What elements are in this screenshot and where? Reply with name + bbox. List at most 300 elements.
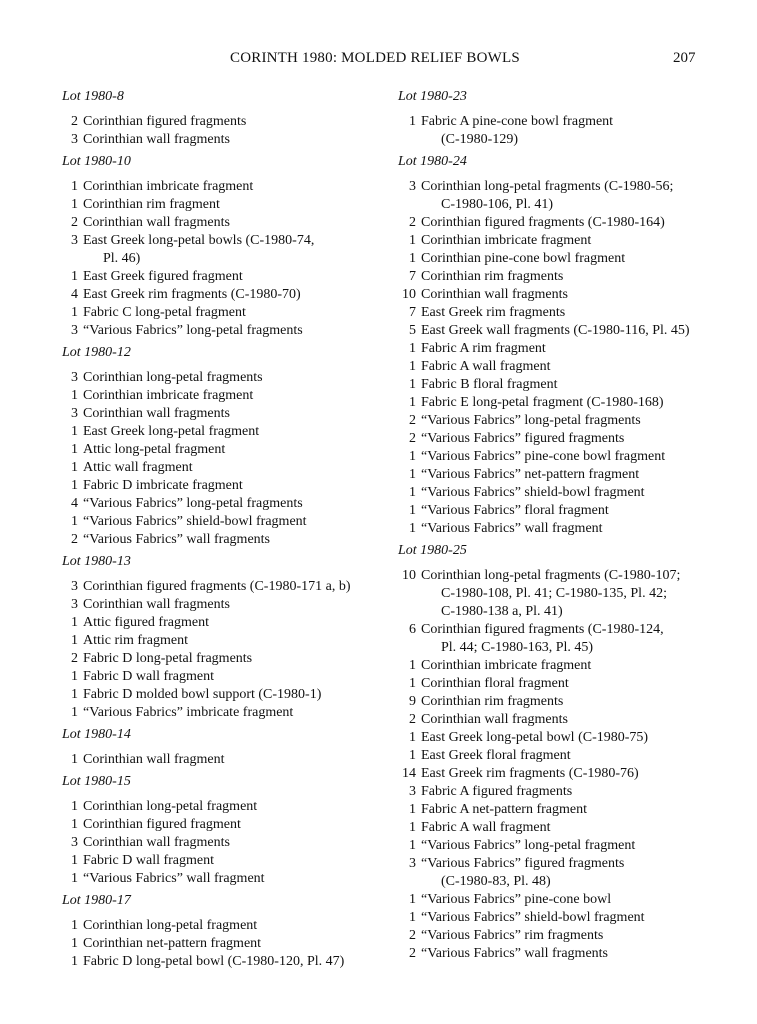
entry-description	[421, 502, 718, 520]
entry-line: “Various Fabrics” wall fragment	[83, 871, 265, 886]
entry-quantity: 3	[71, 835, 78, 850]
lot-entry	[398, 657, 718, 675]
lot-entry	[62, 668, 392, 686]
entry-quantity: 1	[71, 460, 78, 475]
entry-line: “Various Fabrics” floral fragment	[421, 503, 609, 518]
entry-line: Fabric A pine-cone bowl fragment	[421, 114, 614, 129]
entry-line: “Various Fabrics” rim fragments	[421, 928, 604, 943]
lot-section	[62, 892, 392, 971]
lot-heading: Lot 1980-12	[62, 345, 131, 360]
lot-entry	[398, 945, 718, 963]
entry-line: Corinthian figured fragments (C-1980-164)	[421, 215, 665, 230]
entry-continuation-line: C-1980-106, Pl. 41)	[441, 197, 553, 212]
entry-description	[83, 131, 392, 149]
entry-description	[83, 704, 392, 722]
entry-line: Fabric C long-petal fragment	[83, 305, 246, 320]
entry-description	[421, 675, 718, 693]
entry-description	[421, 520, 718, 538]
entry-description	[421, 657, 718, 675]
entry-line: Fabric D wall fragment	[83, 853, 215, 868]
entry-quantity: 5	[409, 323, 416, 338]
entry-line: “Various Fabrics” long-petal fragments	[83, 323, 303, 338]
lot-entry	[398, 891, 718, 909]
lot-entry	[398, 448, 718, 466]
entry-line: Fabric A wall fragment	[421, 359, 551, 374]
lot-entry	[398, 412, 718, 430]
entry-description	[421, 286, 718, 304]
lot-entry	[62, 369, 392, 387]
lot-entry	[398, 484, 718, 502]
entry-quantity: 1	[409, 377, 416, 392]
entry-description	[83, 870, 392, 888]
entry-description	[421, 855, 718, 891]
entry-quantity: 1	[71, 424, 78, 439]
entry-description	[421, 747, 718, 765]
entry-line: Corinthian rim fragments	[421, 269, 564, 284]
lot-entry	[398, 250, 718, 268]
entry-quantity: 2	[71, 215, 78, 230]
entry-quantity: 10	[402, 287, 416, 302]
entry-description	[83, 596, 392, 614]
entry-description	[83, 686, 392, 704]
entry-description	[83, 852, 392, 870]
entry-quantity: 10	[402, 568, 416, 583]
entry-description	[421, 909, 718, 927]
lot-entry	[62, 387, 392, 405]
lot-entry	[62, 178, 392, 196]
entry-line: Corinthian figured fragments (C-1980-124,	[421, 622, 664, 637]
entry-line: East Greek figured fragment	[83, 269, 243, 284]
entry-line: Corinthian imbricate fragment	[83, 179, 254, 194]
entry-line: Attic long-petal fragment	[83, 442, 226, 457]
entry-description	[83, 834, 392, 852]
lot-entry	[62, 834, 392, 852]
entry-description	[421, 448, 718, 466]
lot-entry	[398, 855, 718, 891]
entry-quantity: 1	[71, 799, 78, 814]
entry-line: Attic wall fragment	[83, 460, 193, 475]
entry-quantity: 3	[409, 179, 416, 194]
lot-entry	[398, 430, 718, 448]
entry-description	[421, 358, 718, 376]
entry-line: Attic rim fragment	[83, 633, 188, 648]
entry-continuation-line: C-1980-108, Pl. 41; C-1980-135, Pl. 42;	[441, 586, 667, 601]
lot-entry	[398, 358, 718, 376]
entry-quantity: 1	[409, 114, 416, 129]
lot-entry	[62, 113, 392, 131]
lot-section	[398, 153, 718, 538]
entry-line: Corinthian imbricate fragment	[421, 233, 592, 248]
entry-line: Fabric D wall fragment	[83, 669, 215, 684]
entry-description	[421, 250, 718, 268]
entry-description	[421, 621, 718, 657]
lot-heading: Lot 1980-24	[398, 154, 467, 169]
entry-quantity: 1	[409, 838, 416, 853]
lot-entry	[398, 520, 718, 538]
entry-line: Corinthian wall fragments	[83, 835, 230, 850]
lot-entry	[398, 268, 718, 286]
lot-entry	[398, 502, 718, 520]
entry-description	[83, 441, 392, 459]
entry-quantity: 6	[409, 622, 416, 637]
lot-entry	[62, 798, 392, 816]
lot-entry	[62, 441, 392, 459]
lot-entry	[398, 927, 718, 945]
lot-entry	[62, 852, 392, 870]
lot-entry	[62, 513, 392, 531]
lot-entry	[62, 953, 392, 971]
entry-continuation-line: C-1980-138 a, Pl. 41)	[441, 604, 563, 619]
lot-entry	[398, 567, 718, 621]
lot-section	[62, 344, 392, 549]
entry-quantity: 2	[409, 413, 416, 428]
entry-line: “Various Fabrics” long-petal fragment	[421, 838, 636, 853]
page-number: 207	[673, 50, 696, 66]
lot-entry	[62, 286, 392, 304]
lot-entry	[398, 376, 718, 394]
lot-entry	[62, 632, 392, 650]
entry-description	[421, 927, 718, 945]
entry-line: Corinthian wall fragment	[83, 752, 225, 767]
entry-line: East Greek floral fragment	[421, 748, 571, 763]
entry-description	[83, 196, 392, 214]
lot-entry	[62, 459, 392, 477]
lot-entry	[398, 747, 718, 765]
entry-continuation-line: (C-1980-83, Pl. 48)	[441, 874, 551, 889]
entry-quantity: 1	[409, 341, 416, 356]
entry-description	[421, 891, 718, 909]
lot-section	[62, 153, 392, 340]
entry-quantity: 1	[71, 752, 78, 767]
entry-line: Corinthian wall fragments	[83, 406, 230, 421]
lot-heading: Lot 1980-15	[62, 774, 131, 789]
entry-line: Corinthian pine-cone bowl fragment	[421, 251, 626, 266]
entry-line: “Various Fabrics” net-pattern fragment	[421, 467, 640, 482]
lot-entry	[398, 693, 718, 711]
lot-entry	[398, 621, 718, 657]
lot-entry	[62, 614, 392, 632]
entry-quantity: 1	[409, 658, 416, 673]
entry-description	[83, 322, 392, 340]
entry-description	[83, 935, 392, 953]
entry-description	[421, 466, 718, 484]
lot-entry	[62, 214, 392, 232]
entry-quantity: 1	[71, 936, 78, 951]
lot-entry	[398, 394, 718, 412]
entry-description	[83, 268, 392, 286]
lot-entry	[62, 870, 392, 888]
entry-line: Corinthian floral fragment	[421, 676, 569, 691]
entry-quantity: 3	[71, 370, 78, 385]
entry-quantity: 2	[409, 928, 416, 943]
lot-entry	[398, 711, 718, 729]
lot-heading: Lot 1980-25	[398, 543, 467, 558]
entry-line: “Various Fabrics” wall fragments	[421, 946, 608, 961]
entry-line: Corinthian long-petal fragments	[83, 370, 263, 385]
lot-heading: Lot 1980-23	[398, 89, 467, 104]
entry-quantity: 1	[71, 478, 78, 493]
entry-quantity: 1	[409, 521, 416, 536]
lot-entry	[398, 837, 718, 855]
entry-quantity: 2	[409, 712, 416, 727]
entry-continuation-line: Pl. 44; C-1980-163, Pl. 45)	[441, 640, 594, 655]
entry-quantity: 1	[409, 251, 416, 266]
lot-entry	[62, 232, 392, 268]
entry-line: Fabric A rim fragment	[421, 341, 546, 356]
entry-description	[83, 917, 392, 935]
entry-quantity: 9	[409, 694, 416, 709]
lot-heading: Lot 1980-10	[62, 154, 131, 169]
entry-description	[83, 798, 392, 816]
lot-heading: Lot 1980-8	[62, 89, 124, 104]
entry-line: Fabric A wall fragment	[421, 820, 551, 835]
entry-line: Fabric A figured fragments	[421, 784, 573, 799]
entry-description	[83, 751, 392, 769]
entry-description	[421, 178, 718, 214]
entry-quantity: 1	[409, 467, 416, 482]
entry-continuation-line: (C-1980-129)	[441, 132, 518, 147]
lot-entry	[398, 819, 718, 837]
entry-description	[421, 945, 718, 963]
entry-description	[83, 578, 392, 596]
entry-quantity: 1	[409, 892, 416, 907]
lot-heading: Lot 1980-17	[62, 893, 131, 908]
entry-description	[421, 304, 718, 322]
entry-line: “Various Fabrics” long-petal fragments	[83, 496, 303, 511]
entry-description	[421, 484, 718, 502]
entry-line: Fabric B floral fragment	[421, 377, 558, 392]
lot-entry	[398, 801, 718, 819]
entry-description	[83, 668, 392, 686]
lot-entry	[398, 675, 718, 693]
entry-description	[83, 113, 392, 131]
entry-line: Fabric A net-pattern fragment	[421, 802, 587, 817]
entry-line: East Greek rim fragments (C-1980-70)	[83, 287, 301, 302]
entry-line: “Various Fabrics” shield-bowl fragment	[421, 485, 645, 500]
entry-quantity: 3	[71, 233, 78, 248]
entry-description	[421, 711, 718, 729]
entry-line: Corinthian wall fragments	[421, 712, 568, 727]
lot-entry	[398, 304, 718, 322]
entry-line: Corinthian wall fragments	[421, 287, 568, 302]
entry-quantity: 1	[71, 853, 78, 868]
entry-quantity: 1	[409, 820, 416, 835]
entry-description	[421, 819, 718, 837]
lot-section	[62, 553, 392, 722]
lot-entry	[62, 935, 392, 953]
lot-entry	[62, 704, 392, 722]
entry-line: “Various Fabrics” wall fragment	[421, 521, 603, 536]
lot-section	[398, 542, 718, 963]
lot-entry	[398, 340, 718, 358]
entry-line: East Greek long-petal fragment	[83, 424, 260, 439]
lot-entry	[398, 322, 718, 340]
lot-entry	[398, 286, 718, 304]
entry-quantity: 1	[409, 802, 416, 817]
lot-entry	[62, 268, 392, 286]
entry-line: Fabric D imbricate fragment	[83, 478, 243, 493]
entry-line: Corinthian long-petal fragment	[83, 799, 258, 814]
lot-entry	[398, 214, 718, 232]
entry-quantity: 1	[409, 748, 416, 763]
entry-description	[83, 632, 392, 650]
entry-continuation-line: Pl. 46)	[103, 251, 141, 266]
lot-heading: Lot 1980-13	[62, 554, 131, 569]
entry-line: “Various Fabrics” shield-bowl fragment	[421, 910, 645, 925]
entry-quantity: 7	[409, 305, 416, 320]
entry-description	[421, 837, 718, 855]
entry-line: Corinthian imbricate fragment	[83, 388, 254, 403]
entry-description	[421, 113, 718, 149]
entry-description	[421, 376, 718, 394]
entry-description	[421, 430, 718, 448]
entry-quantity: 1	[71, 615, 78, 630]
entry-quantity: 3	[71, 323, 78, 338]
entry-quantity: 7	[409, 269, 416, 284]
entry-quantity: 1	[71, 442, 78, 457]
entry-description	[83, 387, 392, 405]
lot-entry	[398, 783, 718, 801]
entry-quantity: 2	[71, 114, 78, 129]
entry-quantity: 1	[71, 871, 78, 886]
entry-quantity: 2	[71, 651, 78, 666]
entry-line: Corinthian figured fragments	[83, 114, 247, 129]
entry-description	[83, 178, 392, 196]
entry-quantity: 2	[409, 431, 416, 446]
lot-entry	[62, 131, 392, 149]
entry-description	[421, 765, 718, 783]
entry-description	[421, 412, 718, 430]
entry-quantity: 1	[71, 918, 78, 933]
entry-quantity: 2	[409, 215, 416, 230]
entry-description	[83, 513, 392, 531]
entry-description	[83, 423, 392, 441]
lot-section	[62, 88, 392, 149]
lot-entry	[62, 405, 392, 423]
entry-quantity: 3	[409, 856, 416, 871]
entry-line: East Greek rim fragments (C-1980-76)	[421, 766, 639, 781]
entry-line: Corinthian rim fragments	[421, 694, 564, 709]
running-head: CORINTH 1980: MOLDED RELIEF BOWLS	[230, 50, 520, 66]
entry-quantity: 1	[409, 449, 416, 464]
entry-quantity: 4	[71, 496, 78, 511]
lot-entry	[398, 765, 718, 783]
lot-entry	[398, 729, 718, 747]
lot-entry	[62, 477, 392, 495]
lot-entry	[62, 304, 392, 322]
entry-description	[83, 232, 392, 268]
entry-description	[83, 816, 392, 834]
entry-quantity: 3	[71, 579, 78, 594]
lot-entry	[398, 232, 718, 250]
entry-line: East Greek wall fragments (C-1980-116, Pl. 45)	[421, 323, 690, 338]
entry-line: Corinthian figured fragment	[83, 817, 241, 832]
entry-description	[421, 214, 718, 232]
lot-entry	[398, 178, 718, 214]
entry-line: Fabric D long-petal fragments	[83, 651, 253, 666]
entry-quantity: 1	[71, 817, 78, 832]
entry-quantity: 1	[409, 676, 416, 691]
entry-quantity: 2	[71, 532, 78, 547]
entry-description	[421, 729, 718, 747]
entry-quantity: 1	[71, 179, 78, 194]
lot-entry	[398, 909, 718, 927]
lot-entry	[62, 322, 392, 340]
entry-quantity: 1	[71, 705, 78, 720]
lot-entry	[62, 196, 392, 214]
entry-line: East Greek long-petal bowl (C-1980-75)	[421, 730, 649, 745]
entry-quantity: 1	[409, 485, 416, 500]
entry-description	[421, 801, 718, 819]
lot-section	[62, 773, 392, 888]
entry-description	[83, 286, 392, 304]
entry-quantity: 1	[409, 730, 416, 745]
entry-line: “Various Fabrics” imbricate fragment	[83, 705, 294, 720]
entry-quantity: 1	[71, 669, 78, 684]
lot-entry	[398, 466, 718, 484]
entry-quantity: 1	[409, 233, 416, 248]
entry-quantity: 14	[402, 766, 416, 781]
entry-line: Corinthian figured fragments (C-1980-171 a, b)	[83, 579, 351, 594]
entry-line: East Greek long-petal bowls (C-1980-74,	[83, 233, 315, 248]
entry-quantity: 1	[71, 388, 78, 403]
entry-line: “Various Fabrics” figured fragments	[421, 431, 625, 446]
entry-line: Corinthian net-pattern fragment	[83, 936, 262, 951]
entry-quantity: 3	[71, 406, 78, 421]
entry-description	[421, 268, 718, 286]
entry-description	[83, 531, 392, 549]
entry-description	[83, 953, 392, 971]
entry-quantity: 4	[71, 287, 78, 302]
entry-description	[421, 394, 718, 412]
lot-entry	[62, 816, 392, 834]
entry-description	[83, 304, 392, 322]
entry-quantity: 1	[71, 954, 78, 969]
entry-quantity: 1	[409, 910, 416, 925]
entry-line: Corinthian long-petal fragments (C-1980-56;	[421, 179, 674, 194]
entry-quantity: 3	[71, 132, 78, 147]
entry-line: Corinthian long-petal fragments (C-1980-107;	[421, 568, 681, 583]
entry-quantity: 1	[71, 514, 78, 529]
lot-section	[62, 726, 392, 769]
entry-description	[421, 567, 718, 621]
lot-entry	[62, 917, 392, 935]
entry-description	[421, 232, 718, 250]
entry-line: Fabric D long-petal bowl (C-1980-120, Pl. 47)	[83, 954, 345, 969]
entry-quantity: 1	[71, 633, 78, 648]
entry-quantity: 3	[409, 784, 416, 799]
entry-description	[421, 693, 718, 711]
lot-entry	[62, 650, 392, 668]
lot-entry	[62, 751, 392, 769]
left-column	[62, 88, 392, 975]
entry-description	[83, 405, 392, 423]
entry-description	[421, 340, 718, 358]
entry-quantity: 2	[409, 946, 416, 961]
lot-entry	[398, 113, 718, 149]
lot-entry	[62, 578, 392, 596]
lot-entry	[62, 686, 392, 704]
entry-description	[83, 459, 392, 477]
entry-line: East Greek rim fragments	[421, 305, 566, 320]
lot-entry	[62, 596, 392, 614]
entry-quantity: 1	[409, 503, 416, 518]
entry-line: Attic figured fragment	[83, 615, 209, 630]
entry-line: “Various Fabrics” long-petal fragments	[421, 413, 641, 428]
entry-line: “Various Fabrics” pine-cone bowl	[421, 892, 612, 907]
entry-description	[83, 369, 392, 387]
entry-line: “Various Fabrics” figured fragments	[421, 856, 625, 871]
